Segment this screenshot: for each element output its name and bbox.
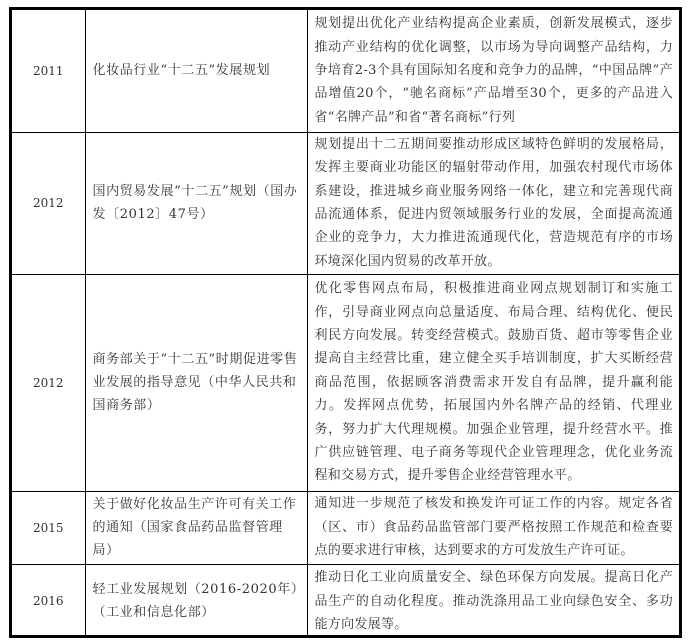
table-row <box>12 274 679 491</box>
policy-name-cell: 关于做好化妆品生产许可有关工作的通知（国家食品药品监督管理局） <box>85 491 307 564</box>
year-cell: 2011 <box>12 10 85 132</box>
policy-table-grid <box>12 10 679 638</box>
policy-content-cell: 规划提出十二五期间要推动形成区域特色鲜明的发展格局，发挥主要商业功能区的辐射带动作用，加强农村现代市场体系建设，推进城乡商业服务网络一体化，建立和完善现代商品流通体系，促进内贸领域服务行业的发展，全面提高流通企业的竞争力，大力推进流通现代化，营造规范有序的市场环境深化国内贸易的改革开放。 <box>307 132 679 274</box>
policy-name-cell: 轻工业发展规划（2016-2020年）（工业和信息化部） <box>85 564 307 638</box>
year-cell: 2012 <box>12 274 85 491</box>
year-cell: 2016 <box>12 564 85 638</box>
policy-name-cell: 化妆品行业“十二五”发展规划 <box>85 10 307 132</box>
policy-content-cell: 推动日化工业向质量安全、绿色环保方向发展。提高日化产品生产的自动化程度。推动洗涤用品工业向绿色安全、多功能方向发展等。 <box>307 564 679 638</box>
policy-content-cell: 优化零售网点布局，积极推进商业网点规划制订和实施工作，引导商业网点向总量适度、布局合理、结构优化、便民利民方向发展。转变经营模式。鼓励百货、超市等零售企业提高自主经营比重，建立健全买手培训制度，扩大买断经营商品范围，依据顾客消费需求开发自有品牌，提升赢利能力。发挥网点优势，拓展国内外名牌产品的经销、代理业务，努力扩大代理规模。加强企业管理，提升经营水平。推广供应链管理、电子商务等现代企业管理理念，优化业务流程和交易方式，提升零售企业经营管理水平。 <box>307 274 679 491</box>
table-row <box>12 491 679 564</box>
policy-content-cell: 规划提出优化产业结构提高企业素质，创新发展模式，逐步推动产业结构的优化调整，以市场为导向调整产品结构，力争培育2-3个具有国际知名度和竞争力的品牌，“中国品牌”产品增值20个，“驰名商标”产品增至30个，更多的产品进入省“名牌产品”和省“著名商标”行列 <box>307 10 679 132</box>
policy-content-cell: 通知进一步规范了核发和换发许可证工作的内容。规定各省（区、市）食品药品监管部门要严格按照工作规范和检查要点的要求进行审核，达到要求的方可发放生产许可证。 <box>307 491 679 564</box>
policy-name-cell: 商务部关于“十二五”时期促进零售业发展的指导意见（中华人民共和国商务部） <box>85 274 307 491</box>
table-row <box>12 10 679 132</box>
policy-table <box>9 7 682 638</box>
table-row <box>12 132 679 274</box>
year-cell: 2012 <box>12 132 85 274</box>
policy-name-cell: 国内贸易发展“十二五”规划（国办发〔2012〕47号） <box>85 132 307 274</box>
table-row <box>12 564 679 638</box>
year-cell: 2015 <box>12 491 85 564</box>
